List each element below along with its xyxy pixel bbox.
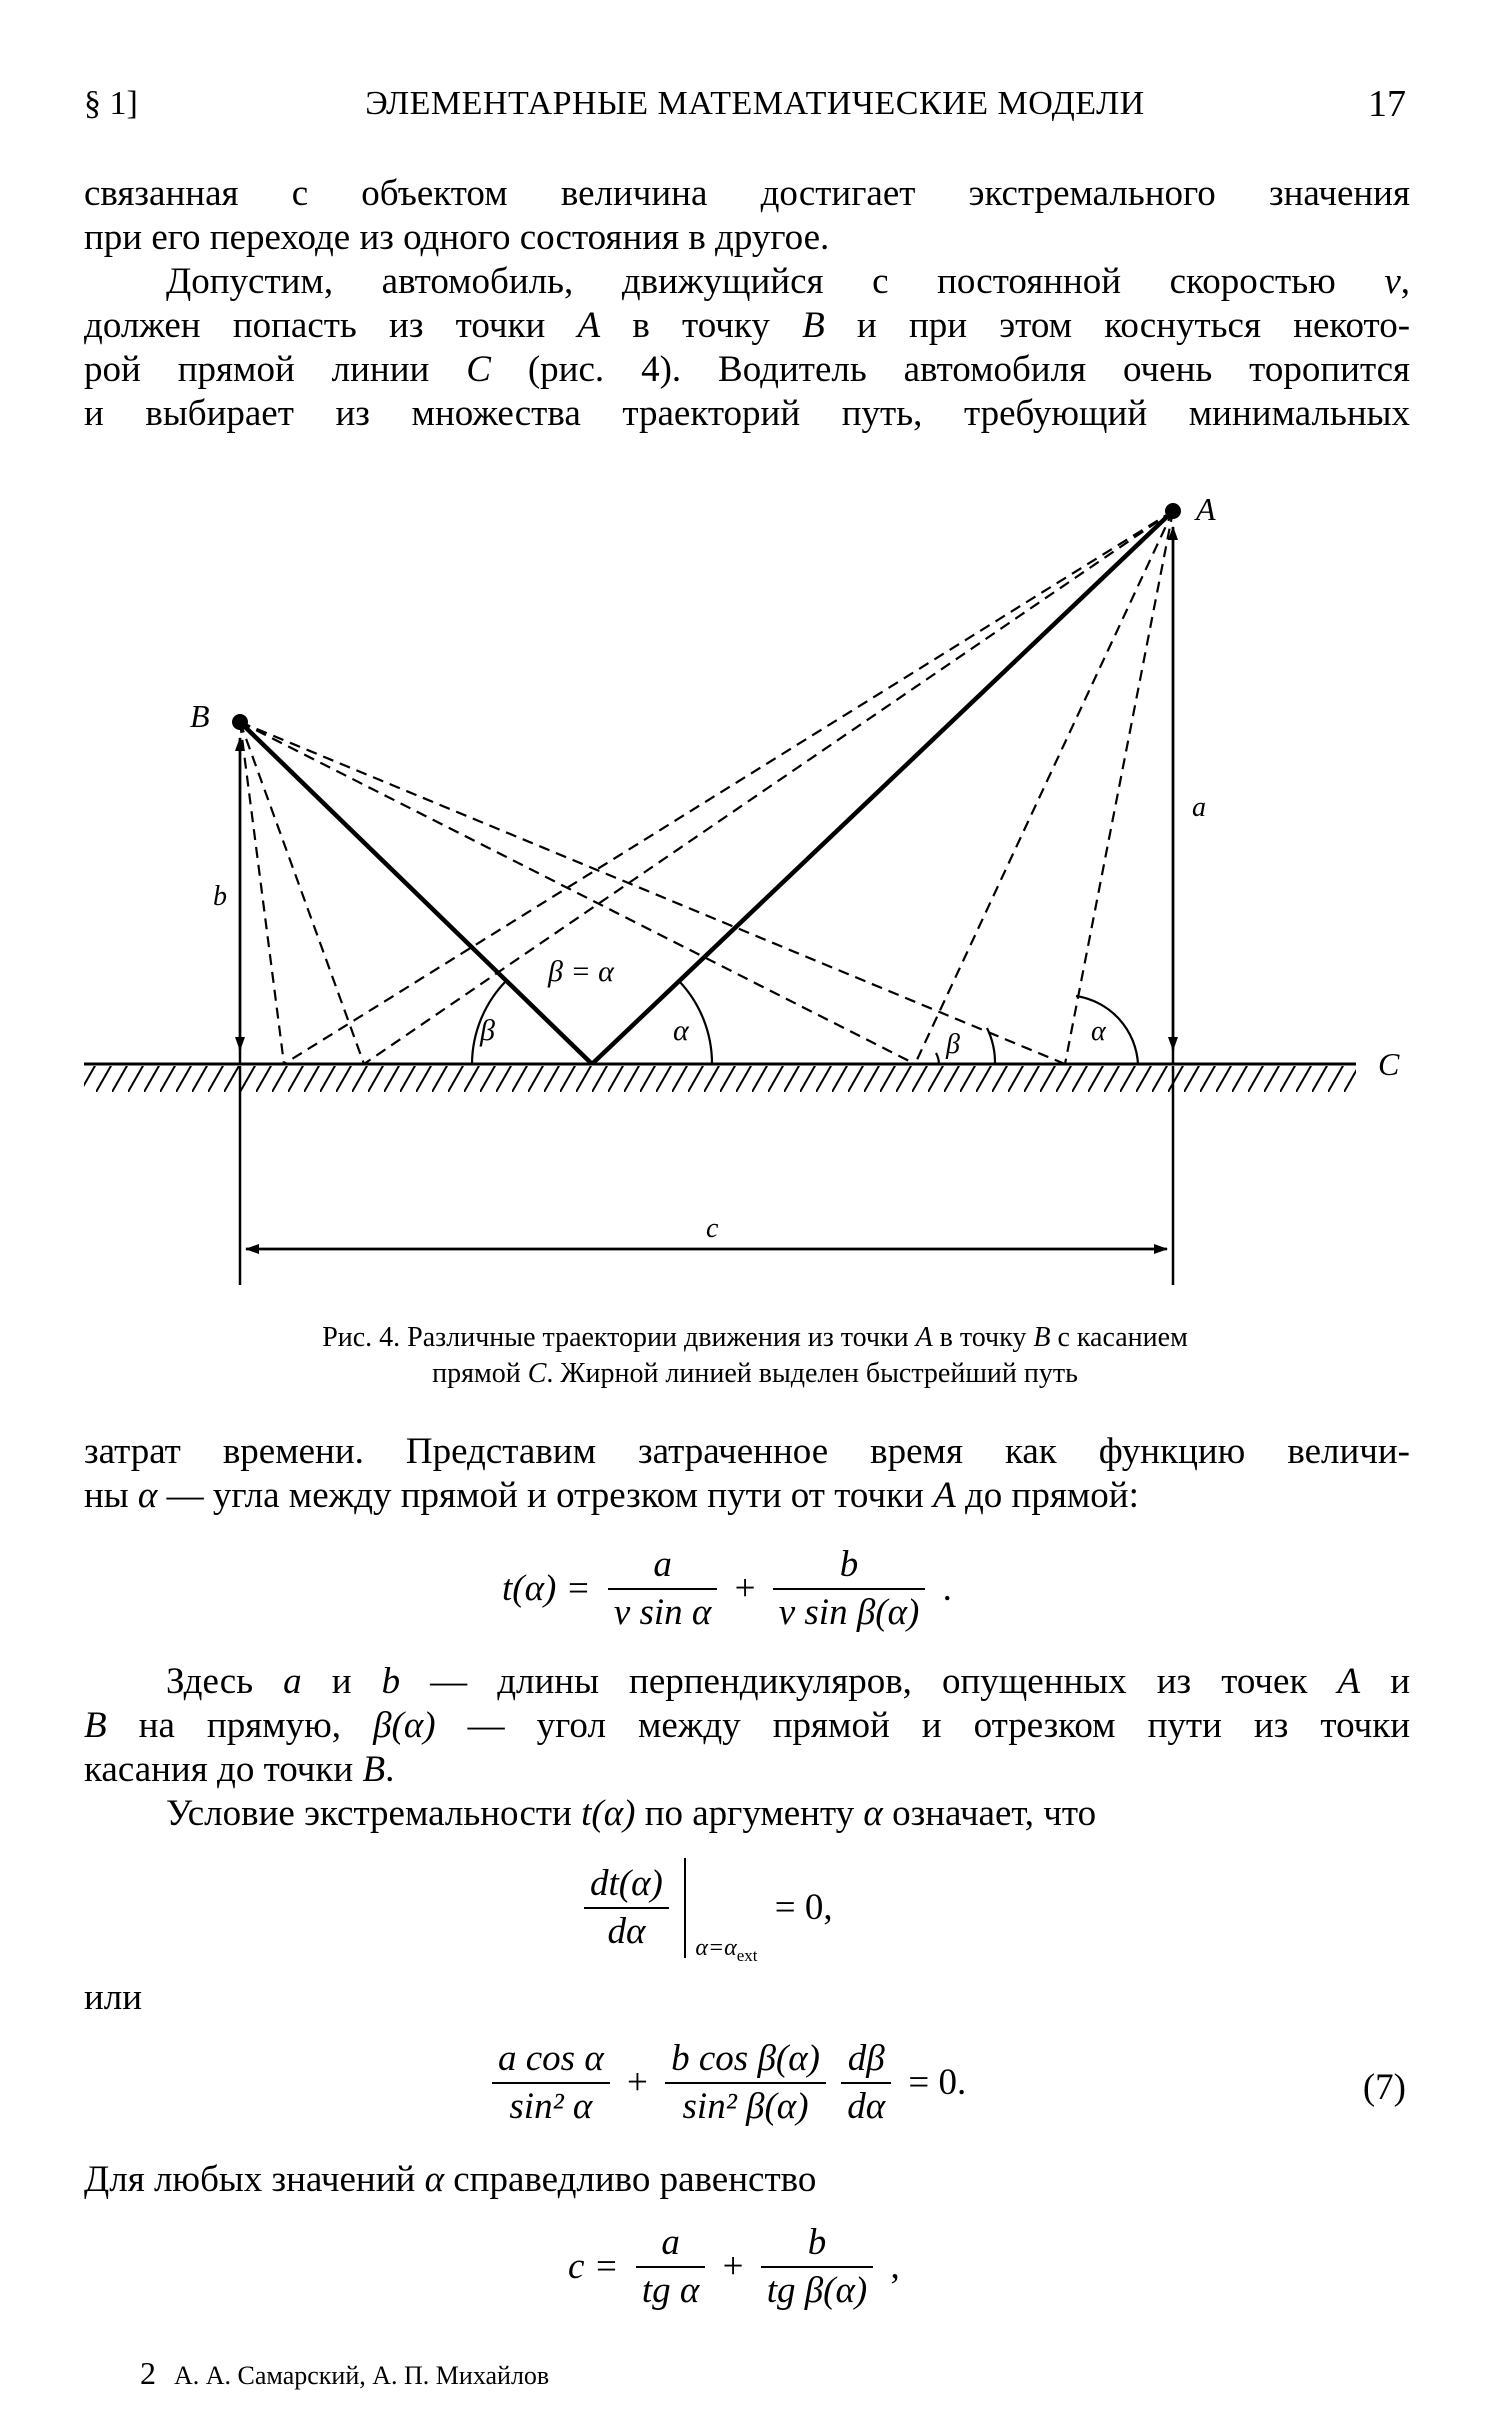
paragraph-line: Условие экстремальности t(α) по аргументу α означает, что [166,1793,1097,1834]
paragraph-line: Здесь a и b — длины перпендикуляров, опущенных из точек A и [166,1661,1410,1702]
label-b: b [213,881,227,912]
paragraph-line: ны α — угла между прямой и отрезком пути от точки A до прямой: [84,1475,1139,1516]
paragraph-line: и выбирает из множества траекторий путь, требующий минимальных [84,393,1410,434]
paragraph-line: связанная с объектом величина достигает экстремального значения [84,173,1410,214]
label-B: B [190,698,210,734]
paragraph-line: при его переходе из одного состояния в другое. [84,217,830,258]
formula-7: $\frac{\text{a cos α}}{\text{sin² α}}$ + $\frac{\text{b cos β(α)}}{\text{sin² β(α)}}$ $\frac{d\beta}{d\alpha}$ = 0. [492,2036,974,2130]
label-alpha-center: α [673,1014,689,1047]
equation-number: (7) [1362,2067,1406,2108]
dashed-trajectories [240,511,1173,1064]
body-text-mid [84,1430,1410,1518]
body-text-last [84,2158,1410,2202]
label-c: c [706,1213,719,1244]
paragraph-line: должен попасть из точки A в точку B и при этом коснуться некото- [84,305,1411,346]
caption-line-2: прямой C. Жирной линией выделен быстрейший путь [432,1358,1078,1389]
ground-hatching [84,1066,1356,1092]
label-beta-right: β [946,1029,960,1060]
formula-t-alpha: t(α) = $\frac{a}{\text{v sin α}}$ + $\frac{b}{\text{v sin β(α)}}$ . [502,1544,952,1633]
label-C: C [1378,1046,1400,1082]
label-A: A [1196,491,1216,527]
word-or: или [84,1977,143,2018]
paragraph-line: рой прямой линии C (рис. 4). Водитель автомобиля очень торопится [84,349,1411,390]
body-text-top [84,172,1410,436]
footer-authors: А. А. Самарский, А. П. Михайлов [174,2361,550,2390]
footer [140,2357,549,2392]
caption-line-1: Рис. 4. Различные траектории движения из точки A в точку B с касанием [322,1322,1188,1353]
label-a: a [1192,792,1206,823]
header-title: ЭЛЕМЕНТАРНЫЕ МАТЕМАТИЧЕСКИЕ МОДЕЛИ [365,85,1145,122]
point-a [1165,503,1181,519]
fastest-path [240,511,1173,1064]
signature-mark: 2 [140,2355,156,2391]
body-text-lower [84,1660,1410,1836]
header-section: § 1] [84,85,138,122]
formula-c: c = $\frac{a}{\text{tg α}}$ + $\frac{b}{\text{tg β(α)}}$ , [568,2222,900,2311]
page-number: 17 [1368,83,1406,125]
figure-4-diagram [0,480,1510,1320]
figure-caption [140,1320,1370,1392]
formula-extremum: $\frac{dt(\alpha)}{d\alpha}$ $\alpha=\alpha_{ext} = 0$, [584,1858,841,1958]
label-beta-eq-alpha: β = α [548,955,614,988]
paragraph-line: Для любых значений α справедливо равенство [84,2159,817,2200]
paragraph-line: касания до точки B. [84,1749,395,1790]
label-alpha-right: α [1091,1016,1106,1047]
angle-arcs [472,981,1138,1064]
label-beta-left: β [480,1014,495,1047]
point-b [232,714,248,730]
paragraph-line: Допустим, автомобиль, движущийся с постоянной скоростью v, [166,261,1410,302]
paragraph-line: B на прямую, β(α) — угол между прямой и отрезком пути из точки [84,1705,1410,1746]
paragraph-line: затрат времени. Представим затраченное время как функцию величи- [84,1431,1410,1472]
